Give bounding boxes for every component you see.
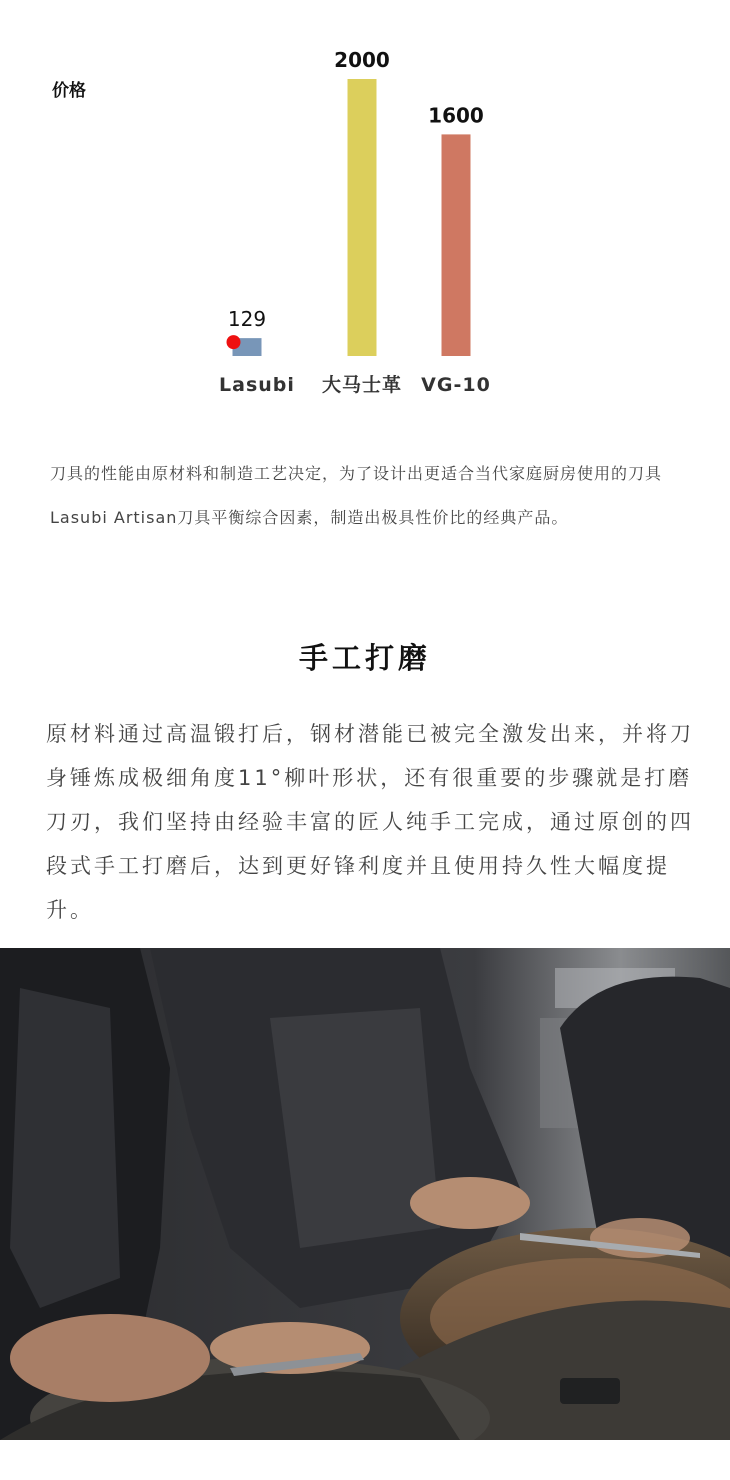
highlight-dot-marker	[227, 335, 241, 349]
bar-value-label-2: 1600	[428, 103, 484, 128]
price-chart	[0, 0, 730, 420]
price-bar-chart-svg	[0, 0, 730, 420]
workshop-illustration	[0, 948, 730, 1440]
section-body-text: 原材料通过高温锻打后，钢材潜能已被完全激发出来，并将刀身锤炼成极细角度11°柳叶形状，还有很重要的步骤就是打磨刀刃，我们坚持由经验丰富的匠人纯手工完成，通过原创的四段式手工打磨后，达到更好锋利度并且使用持久性大幅度提升。	[46, 722, 694, 922]
bar-value-label-0: 129	[227, 307, 267, 332]
category-label-1: 大马士革	[321, 374, 403, 396]
description-text: 刀具的性能由原材料和制造工艺决定，为了设计出更适合当代家庭厨房使用的刀具Lasubi Artisan刀具平衡综合因素，制造出极具性价比的经典产品。	[50, 464, 663, 527]
bar-1	[348, 79, 377, 356]
category-label-2: VG-10	[421, 374, 491, 396]
bar-value-label-1: 2000	[334, 48, 390, 72]
category-label-0: Lasubi	[219, 374, 295, 396]
bar-2	[442, 134, 471, 356]
hand-sharpening-photo	[0, 948, 730, 1440]
section-title: 手工打磨	[298, 641, 431, 675]
chart-y-label: 价格	[52, 81, 86, 101]
